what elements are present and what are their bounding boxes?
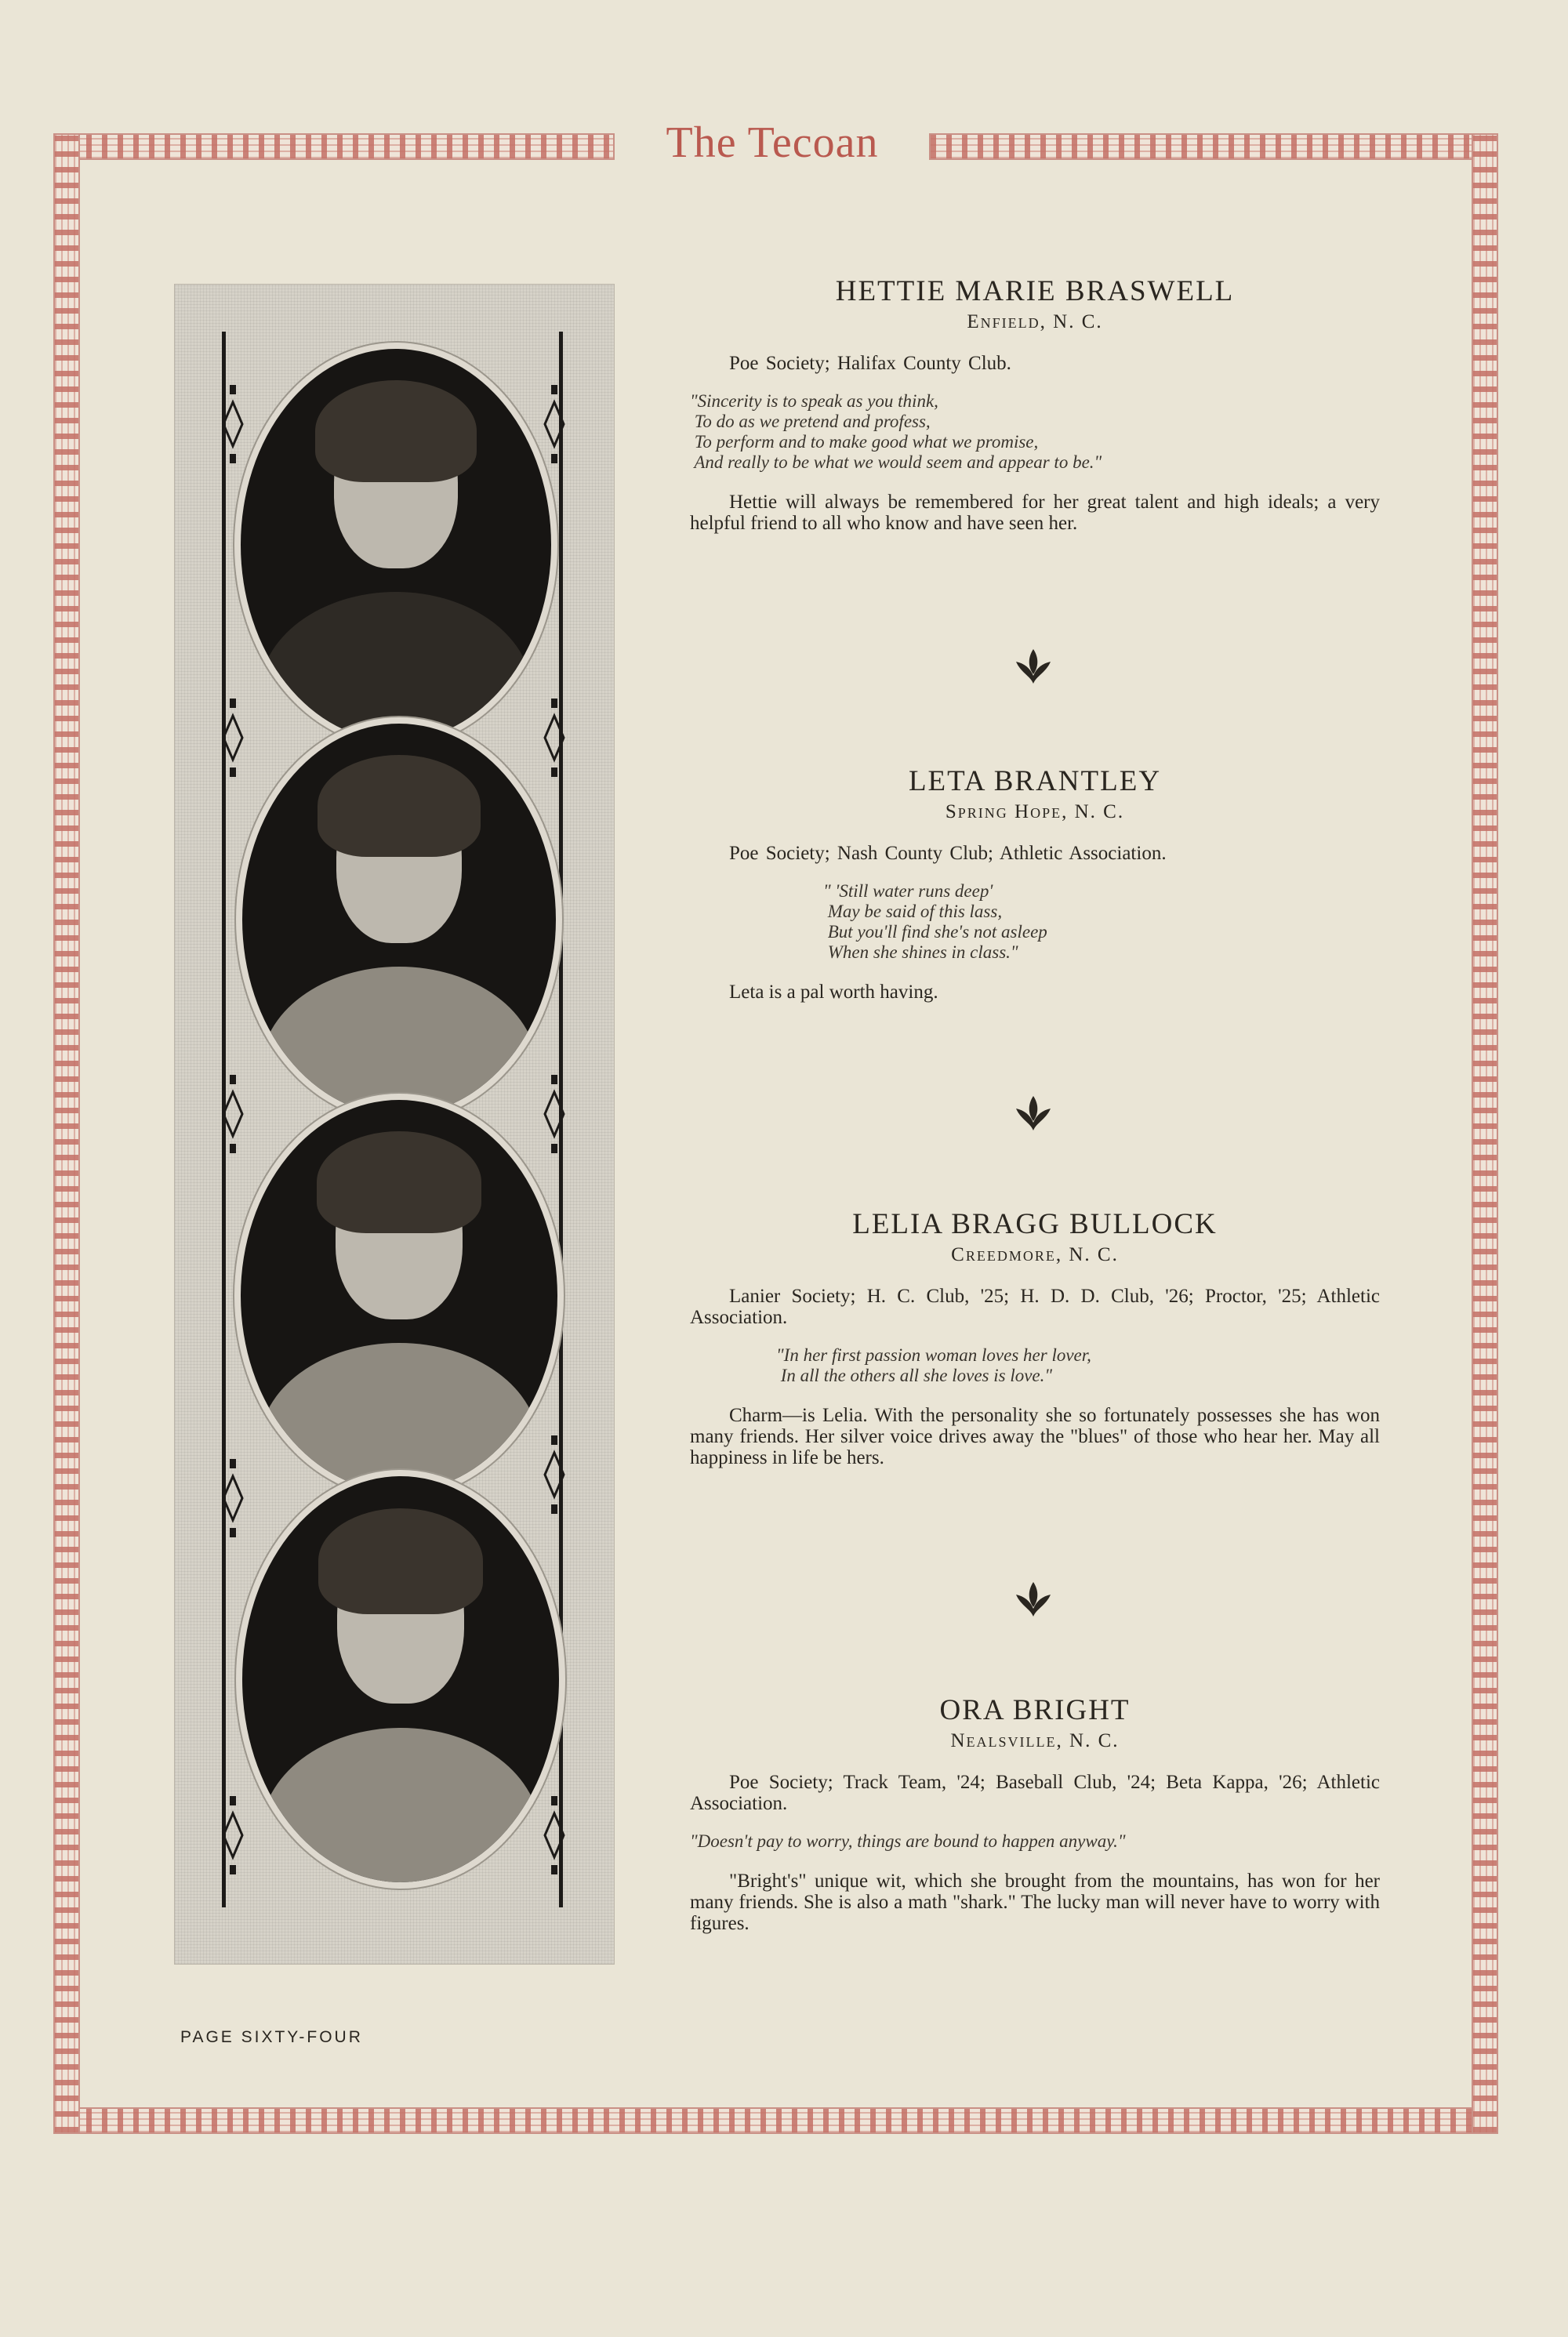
left-border-ornament xyxy=(53,133,80,2134)
page-number: PAGE SIXTY-FOUR xyxy=(180,2028,363,2046)
diamond-ornament-icon xyxy=(539,1429,570,1520)
portrait-photo xyxy=(242,1476,559,1882)
top-border-ornament-right xyxy=(929,133,1498,160)
diamond-ornament-icon xyxy=(217,1790,249,1881)
entry-verse: "Doesn't pay to worry, things are bound to happen anyway." xyxy=(690,1831,1126,1851)
entry-town: Nealsville, N. C. xyxy=(950,1730,1120,1751)
entry-activities: Lanier Society; H. C. Club, '25; H. D. D. Club, '26; Proctor, '25; Athletic Association. xyxy=(690,1286,1380,1328)
fleuron-icon xyxy=(1011,1577,1055,1621)
entry-remark: "Bright's" unique wit, which she brought from the mountains, has won for her many friends. She is also a math "shark." The lucky man will never have to worry with figures. xyxy=(690,1871,1380,1934)
right-border-ornament xyxy=(1472,133,1498,2134)
entry-name: LELIA BRAGG BULLOCK xyxy=(852,1208,1218,1240)
portrait-hair xyxy=(317,1131,481,1233)
top-border-ornament-left xyxy=(53,133,615,160)
entry-name: ORA BRIGHT xyxy=(939,1694,1131,1726)
entry-verse: "In her first passion woman loves her lover, In all the others all she loves is love." xyxy=(776,1345,1091,1385)
diamond-ornament-icon xyxy=(539,692,570,783)
portrait-photo xyxy=(242,724,556,1116)
diamond-ornament-icon xyxy=(217,1069,249,1159)
diamond-ornament-icon xyxy=(539,1069,570,1159)
running-title: The Tecoan xyxy=(666,118,879,167)
diamond-ornament-icon xyxy=(217,1453,249,1544)
entry-verse: "Sincerity is to speak as you think, To do as we pretend and profess, To perform and to make good what we promise, And really to be what we would seem and appear to be." xyxy=(690,391,1102,472)
entry-activities: Poe Society; Track Team, '24; Baseball Club, '24; Beta Kappa, '26; Athletic Association. xyxy=(690,1772,1380,1814)
photo-strip xyxy=(174,284,615,1965)
entry-remark: Leta is a pal worth having. xyxy=(729,982,938,1003)
senior-entry xyxy=(690,1693,1380,1934)
diamond-ornament-icon xyxy=(539,379,570,470)
entry-name: LETA BRANTLEY xyxy=(908,765,1162,797)
portrait-figure xyxy=(261,967,537,1116)
portrait-figure xyxy=(260,1343,539,1492)
diamond-ornament-icon xyxy=(217,692,249,783)
entry-verse: " 'Still water runs deep' May be said of this lass, But you'll find she's not asleep When she shines in class." xyxy=(823,881,1047,962)
bottom-border-ornament xyxy=(53,2107,1498,2134)
entry-town: Spring Hope, N. C. xyxy=(945,801,1125,822)
fleuron-icon xyxy=(1011,644,1055,688)
entry-town: Creedmore, N. C. xyxy=(951,1244,1119,1265)
entry-activities: Poe Society; Halifax County Club. xyxy=(729,353,1011,374)
entry-town: Enfield, N. C. xyxy=(967,311,1103,332)
senior-entry xyxy=(690,274,1380,534)
entry-activities: Poe Society; Nash County Club; Athletic Association. xyxy=(729,843,1167,864)
portrait-photo xyxy=(241,349,551,741)
portrait-figure xyxy=(260,592,532,741)
entry-name: HETTIE MARIE BRASWELL xyxy=(835,275,1235,307)
diamond-ornament-icon xyxy=(217,379,249,470)
diamond-ornament-icon xyxy=(539,1790,570,1881)
senior-entry xyxy=(690,1207,1380,1468)
portrait-hair xyxy=(318,755,481,857)
portrait-hair xyxy=(318,1508,483,1614)
senior-entry xyxy=(690,764,1380,1003)
fleuron-icon xyxy=(1011,1091,1055,1135)
portrait-hair xyxy=(315,380,477,482)
portrait-figure xyxy=(261,1728,540,1882)
entry-remark: Hettie will always be remembered for her great talent and high ideals; a very helpful friend to all who know and have seen her. xyxy=(690,492,1380,534)
portrait-photo xyxy=(241,1100,557,1492)
entry-remark: Charm—is Lelia. With the personality she so fortunately possesses she has won many friends. Her silver voice drives away the "blues" of those who hear her. May all happiness in life be hers. xyxy=(690,1405,1380,1468)
